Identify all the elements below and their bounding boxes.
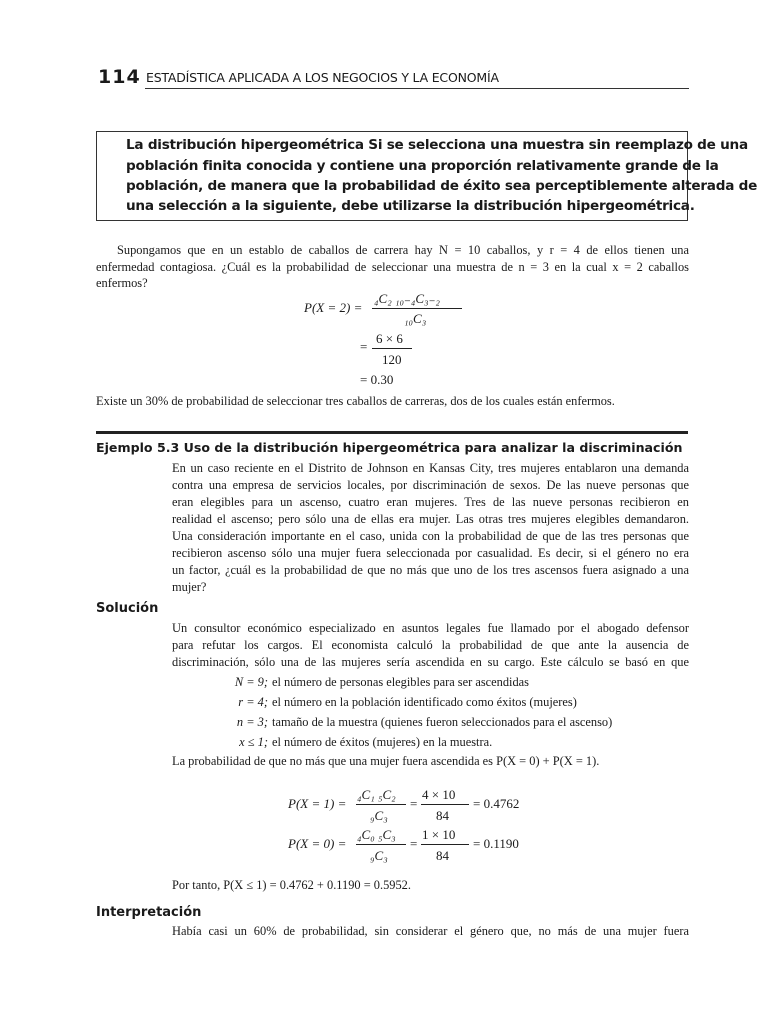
definition-symbol: n = 3; (236, 715, 268, 729)
solution-line: Un consultor económico especializado en asuntos legales fue llamado por el abogado defensor (172, 621, 689, 635)
formula-numerator: ₄C₁ ₅C₂ (357, 787, 396, 802)
fraction-bar (372, 348, 412, 349)
definition-line: La distribución hipergeométrica Si se selecciona una muestra sin reemplazo de una (126, 137, 748, 153)
definition-symbol: r = 4; (238, 695, 268, 709)
interpretation-heading: Interpretación (96, 905, 202, 920)
formula-denominator: ₁₀C₃ (404, 311, 427, 326)
page-number: 114 (98, 66, 141, 88)
example-line: mujer? (172, 580, 207, 594)
header-rule (145, 88, 689, 89)
definition-text: el número de éxitos (mujeres) en la muestra. (272, 735, 493, 749)
example-line: contra una empresa de servicios locales, por discriminación de sexos. De las nueve personas que (172, 478, 689, 492)
formula-equals: = (410, 836, 418, 851)
fraction-bar (421, 844, 469, 845)
formula-step2-numerator: 6 × 6 (376, 331, 403, 346)
example-title: Ejemplo 5.3 Uso de la distribución hipergeométrica para analizar la discriminación (96, 440, 683, 455)
probability-statement: La probabilidad de que no más que una mujer fuera ascendida es P(X = 0) + P(X = 1). (172, 754, 600, 768)
formula-lhs: P(X = 0) = (288, 836, 347, 851)
formula-step-denominator: 84 (436, 848, 449, 863)
total-probability: Por tanto, P(X ≤ 1) = 0.4762 + 0.1190 = 0.5952. (172, 878, 411, 892)
definition-symbol: x ≤ 1; (239, 735, 268, 749)
formula-denominator: ₉C₃ (370, 808, 388, 823)
solution-heading: Solución (96, 601, 159, 616)
interpretation-line: Había casi un 60% de probabilidad, sin considerar el género que, no más de una mujer fuera (172, 924, 689, 938)
solution-line: discriminación, sólo una de las mujeres sería ascendida en su cargo. Este cálculo se basó en que (172, 655, 689, 669)
intro-line: enfermos? (96, 276, 148, 290)
formula-equals: = (360, 339, 368, 354)
example-line: En un caso reciente en el Distrito de Johnson en Kansas City, tres mujeres entablaron una demanda (172, 461, 689, 475)
definition-line: población finita conocida y contiene una proporción relativamente grande de la (126, 158, 719, 174)
fraction-bar (421, 804, 469, 805)
formula-step-numerator: 4 × 10 (422, 787, 456, 802)
intro-line: enfermedad contagiosa. ¿Cuál es la probabilidad de seleccionar una muestra de n = 3 en la cual x = 2 caballos (96, 260, 689, 274)
fraction-bar (356, 844, 406, 845)
formula-result: = 0.1190 (473, 836, 519, 851)
example-line: un factor, ¿cuál es la probabilidad de que no más que uno de los tres ascensos fuera asignado a una (172, 563, 689, 577)
formula-denominator: ₉C₃ (370, 848, 388, 863)
fraction-bar (372, 308, 462, 309)
formula-numerator: ₄C₀ ₅C₃ (357, 827, 396, 842)
conclusion-text: Existe un 30% de probabilidad de seleccionar tres caballos de carreras, dos de los cuales están enfermos. (96, 394, 615, 408)
definition-text: el número de personas elegibles para ser ascendidas (272, 675, 530, 689)
solution-line: para refutar los cargos. El economista calculó la probabilidad de que ante la ausencia de (172, 638, 689, 652)
formula-step-denominator: 84 (436, 808, 449, 823)
example-line: Una consideración importante en el caso, unida con la probabilidad de que de las tres personas que (172, 529, 689, 543)
formula-result: = 0.30 (360, 372, 394, 387)
definition-text: el número en la población identificado como éxitos (mujeres) (272, 695, 577, 709)
formula-lhs: P(X = 2) = (304, 300, 363, 315)
formula-step-numerator: 1 × 10 (422, 827, 456, 842)
example-line: eran elegibles para un ascenso, cuatro eran mujeres. Tres de las nueve personas recibieron en (172, 495, 689, 509)
running-head: ESTADÍSTICA APLICADA A LOS NEGOCIOS Y LA ECONOMÍA (146, 70, 499, 85)
definition-text: tamaño de la muestra (quienes fueron seleccionados para el ascenso) (272, 715, 613, 729)
intro-line: Supongamos que en un establo de caballos de carrera hay N = 10 caballos, y r = 4 de ellos tienen una (117, 243, 689, 257)
formula-lhs: P(X = 1) = (288, 796, 347, 811)
formula-equals: = (410, 796, 418, 811)
definition-line: una selección a la siguiente, debe utilizarse la distribución hipergeométrica. (126, 198, 695, 214)
formula-step2-denominator: 120 (382, 352, 402, 367)
formula-numerator: ₄C₂ ₁₀₋₄C₃₋₂ (374, 291, 440, 306)
definition-line: población, de manera que la probabilidad de éxito sea perceptiblemente alterada de (126, 178, 758, 194)
example-line: recibieron ascenso sólo una mujer fuera seleccionada por casualidad. Es decir, si el género no era (172, 546, 689, 560)
fraction-bar (356, 804, 406, 805)
definition-symbol: N = 9; (234, 675, 268, 689)
formula-result: = 0.4762 (473, 796, 520, 811)
section-rule (96, 431, 688, 434)
example-line: realidad el ascenso; pero sólo una de ellas era mujer. Las otras tres mujeres elegibles demandaron. (172, 512, 689, 526)
